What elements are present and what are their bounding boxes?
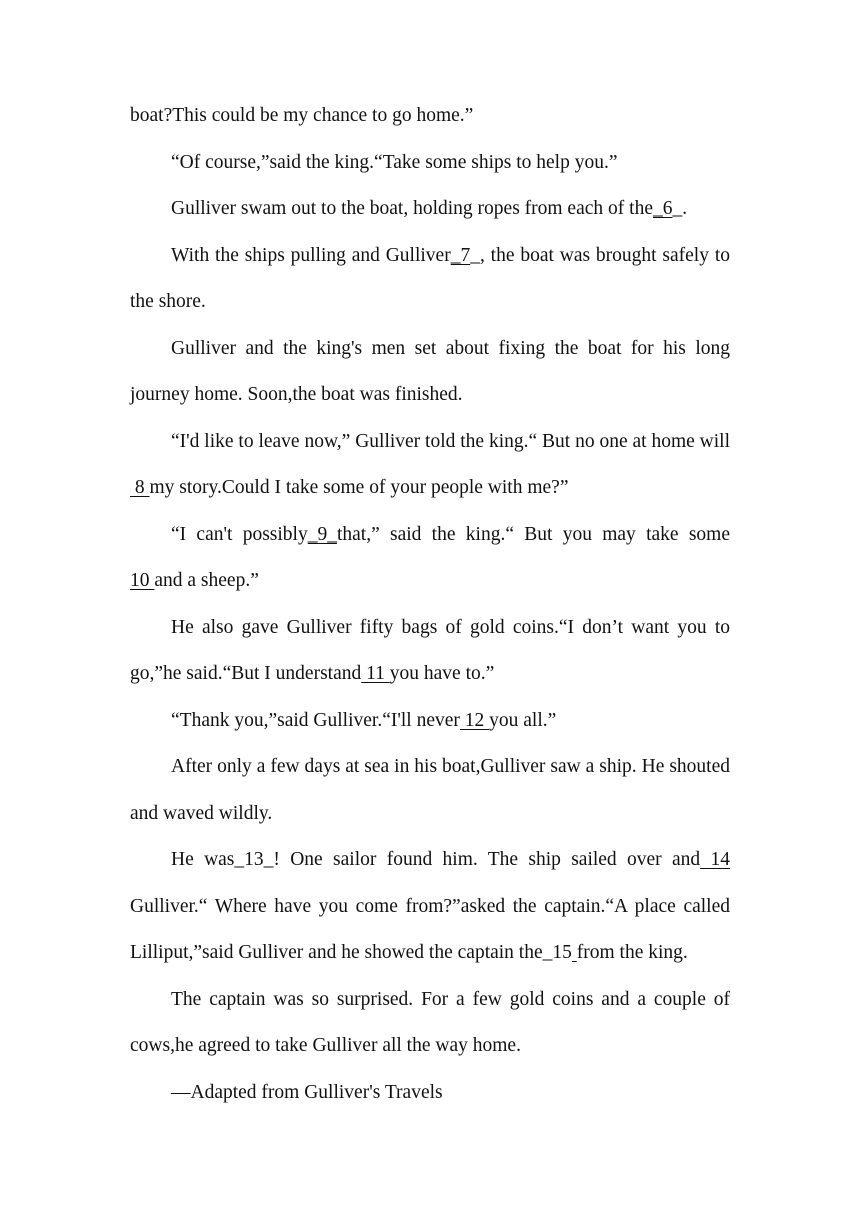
paragraph-text: He was_13_! One sailor found him. The ship sailed over and: [171, 849, 701, 870]
paragraph-text: “I can't possibly: [171, 523, 308, 545]
paragraph-text: from the king.: [576, 942, 688, 963]
paragraph-text: “Of course,”said the king.“Take some ships to help you.”: [171, 151, 618, 173]
paragraph-text: With the ships pulling and Gulliver: [171, 244, 451, 266]
paragraph: [130, 186, 730, 233]
paragraph: [130, 326, 730, 419]
paragraph-text: my story.Could I take some of your people with me?”: [149, 477, 569, 498]
paragraph-text: He also gave Gulliver fifty bags of gold coins.“I don’t want you to go,”he said.“But I understand: [130, 616, 730, 684]
paragraph-text: _.: [672, 198, 688, 219]
paragraph-text: The captain was so surprised. For a few gold coins and a couple of cows,he agreed to take Gulliver all the way home.: [130, 988, 730, 1056]
paragraph-text: you have to.”: [389, 663, 495, 684]
paragraph-text: “I'd like to leave now,” Gulliver told the king.“ But no one at home will: [171, 430, 730, 452]
paragraph: [130, 605, 730, 698]
paragraph: [130, 140, 730, 187]
blank-10: 10: [130, 570, 155, 591]
blank-7: _7: [450, 244, 471, 266]
paragraph-text: boat?This could be my chance to go home.”: [130, 105, 474, 126]
paragraph: [130, 93, 730, 140]
paragraph-text: Gulliver swam out to the boat, holding ropes from each of the: [171, 198, 653, 219]
blank-12: 12: [459, 709, 490, 731]
paragraph-text: you all.”: [489, 709, 557, 731]
paragraph: [130, 512, 730, 605]
blank-8: 8: [130, 477, 150, 498]
paragraph: [130, 977, 730, 1070]
blank-14: 14: [700, 849, 730, 870]
paragraph: [130, 233, 730, 326]
paragraph-text: After only a few days at sea in his boat,Gulliver saw a ship. He shouted and waved wildly.: [130, 756, 730, 824]
document-body: [130, 93, 730, 1116]
paragraph: [130, 698, 730, 745]
blank-9: _9_: [307, 523, 337, 545]
paragraph: [130, 744, 730, 837]
paragraph-text: Gulliver and the king's men set about fixing the boat for his long journey home. Soon,the boat was finished.: [130, 337, 730, 405]
paragraph-text: _, the boat was brought safely to the shore.: [130, 244, 730, 312]
blank-6: _6: [652, 198, 673, 219]
blank-11: 11: [361, 663, 390, 684]
paragraph-text: Gulliver.“ Where have you come from?”asked the captain.“A place called Lilliput,”said Gulliver and he showed the captain the_15: [130, 895, 730, 963]
paragraph-text: that,” said the king.“ But you may take some: [336, 523, 730, 545]
paragraph-text: and a sheep.”: [154, 570, 259, 591]
attribution-text: —Adapted from Gulliver's Travels: [171, 1081, 443, 1103]
paragraph-text: “Thank you,”said Gulliver.“I'll never: [171, 709, 460, 731]
paragraph: [130, 837, 730, 977]
paragraph: [130, 419, 730, 512]
source-attribution: [130, 1070, 730, 1117]
